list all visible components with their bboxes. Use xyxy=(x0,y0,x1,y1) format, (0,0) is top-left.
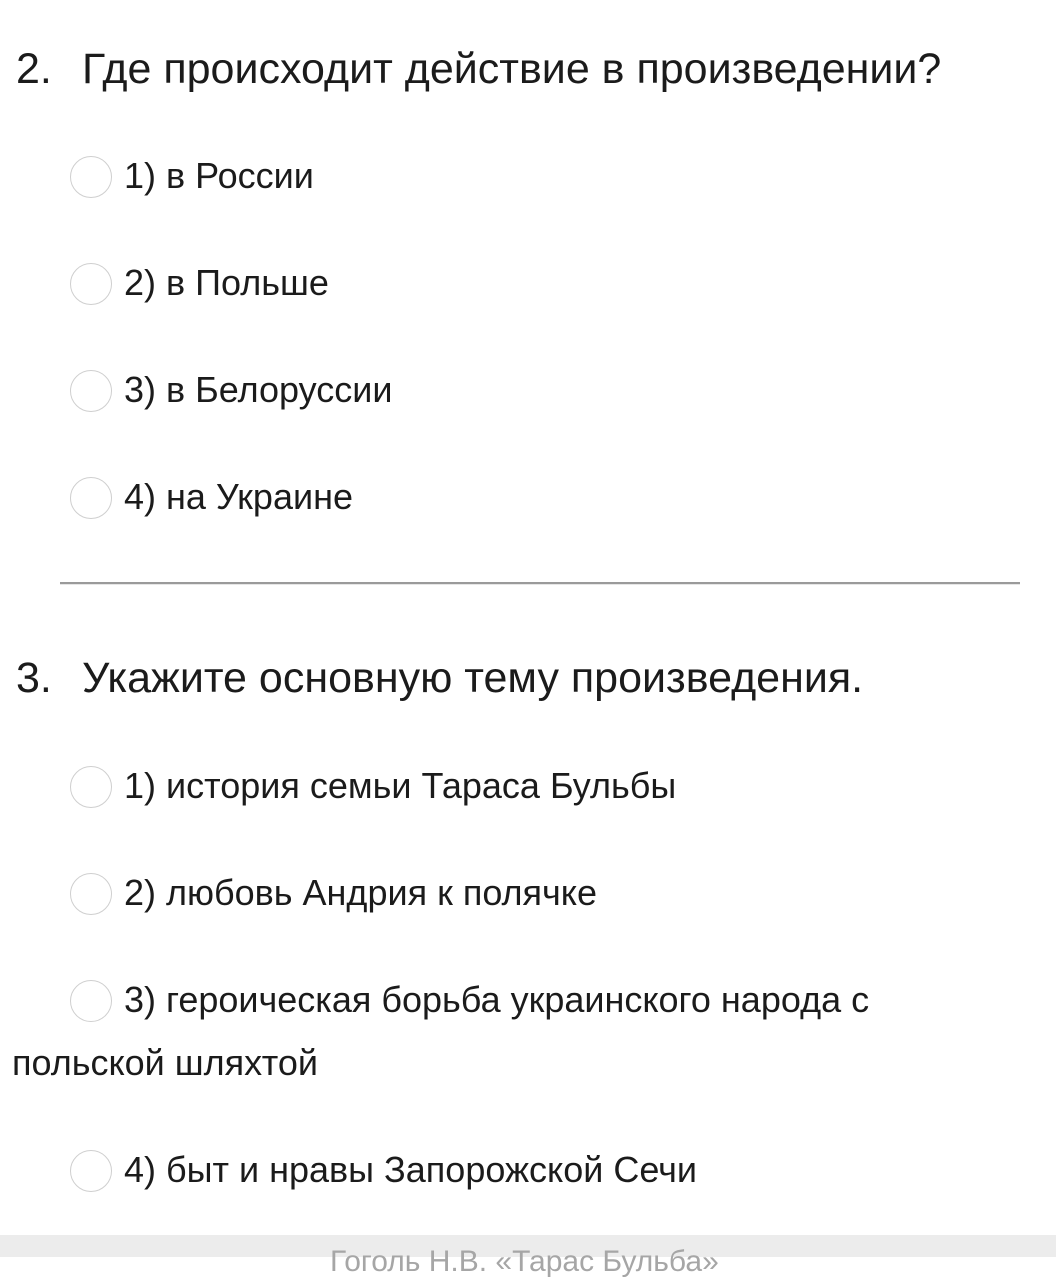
q2-option-1[interactable] xyxy=(70,156,970,204)
radio-button[interactable] xyxy=(70,766,112,808)
q2-option-3[interactable] xyxy=(70,370,970,418)
question-2-text: Где происходит действие в произведении? xyxy=(82,45,942,93)
q3-option-4-label: 4) быт и нравы Запорожской Сечи xyxy=(124,1149,698,1190)
q3-option-3-label-continued: польской шляхтой xyxy=(12,1042,318,1083)
q3-option-1-label: 1) история семьи Тараса Бульбы xyxy=(124,765,677,806)
q3-option-4[interactable] xyxy=(70,1150,970,1198)
q2-option-1-label: 1) в России xyxy=(124,155,314,196)
q2-option-2[interactable] xyxy=(70,263,970,311)
radio-button[interactable] xyxy=(70,263,112,305)
question-3-text: Укажите основную тему произведения. xyxy=(82,654,864,702)
question-3-number: 3. xyxy=(16,654,52,702)
q2-option-2-label: 2) в Польше xyxy=(124,262,329,303)
footer-text: Гоголь Н.В. «Тарас Бульба» xyxy=(330,1245,719,1278)
radio-button[interactable] xyxy=(70,1150,112,1192)
radio-button[interactable] xyxy=(70,370,112,412)
radio-button[interactable] xyxy=(70,873,112,915)
footer-band xyxy=(0,1235,1056,1278)
q3-option-2[interactable] xyxy=(70,873,970,921)
radio-button[interactable] xyxy=(70,477,112,519)
question-2-number: 2. xyxy=(16,45,52,93)
section-divider xyxy=(60,582,1020,585)
radio-button[interactable] xyxy=(70,980,112,1022)
q3-option-3-label: 3) героическая борьба украинского народа с xyxy=(124,979,870,1020)
q2-option-4-label: 4) на Украине xyxy=(124,476,353,517)
radio-button[interactable] xyxy=(70,156,112,198)
q2-option-4[interactable] xyxy=(70,477,970,525)
q3-option-2-label: 2) любовь Андрия к полячке xyxy=(124,872,597,913)
q3-option-3[interactable] xyxy=(70,980,970,1028)
q2-option-3-label: 3) в Белоруссии xyxy=(124,369,393,410)
q3-option-1[interactable] xyxy=(70,766,970,814)
